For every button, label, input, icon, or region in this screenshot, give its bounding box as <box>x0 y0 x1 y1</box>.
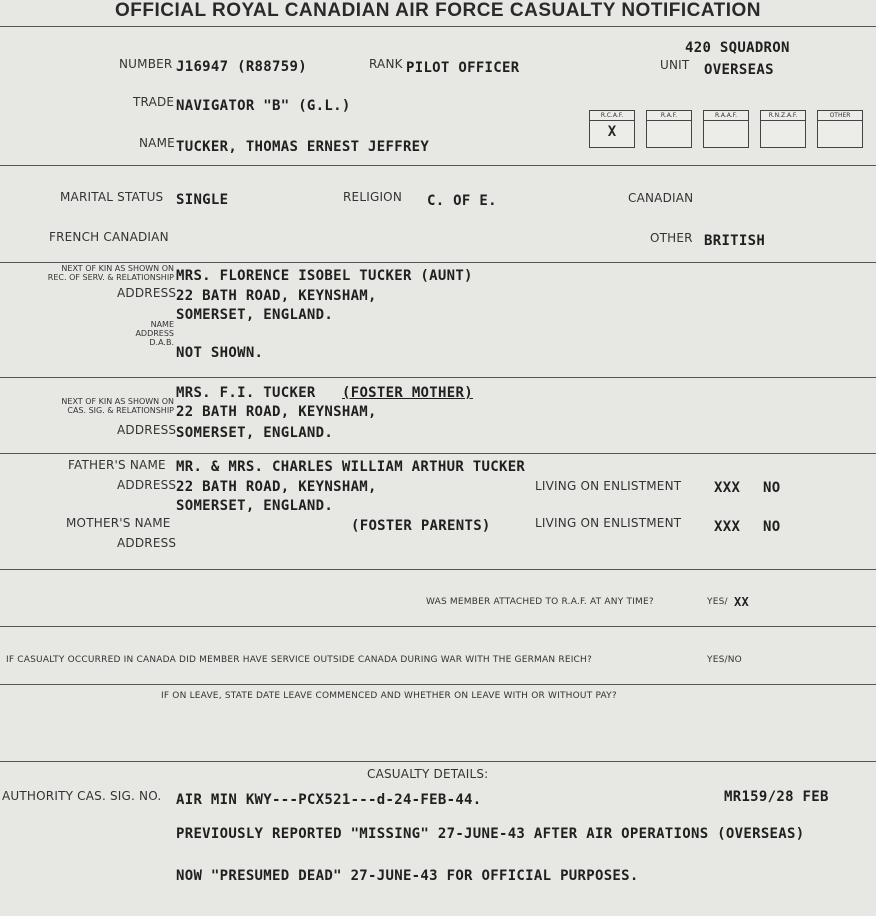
nok-service-address-line1: 22 BATH ROAD, KEYNSHAM, <box>176 288 377 304</box>
casualty-line2: NOW "PRESUMED DEAD" 27-JUNE-43 FOR OFFICIAL PURPOSES. <box>176 868 639 884</box>
number-label: NUMBER <box>119 57 173 71</box>
nok-service-value: MRS. FLORENCE ISOBEL TUCKER (AUNT) <box>176 268 473 284</box>
religion-label: RELIGION <box>343 190 403 204</box>
service-box-rnzaf <box>760 110 806 148</box>
service-box-rcaf <box>589 110 635 148</box>
father-address-label: ADDRESS <box>117 478 177 492</box>
father-name-label: FATHER'S NAME <box>68 458 166 472</box>
nok-service-address-label: ADDRESS <box>117 286 177 300</box>
mother-address-label: ADDRESS <box>117 536 177 550</box>
service-box-other <box>817 110 863 148</box>
leave-question: IF ON LEAVE, STATE DATE LEAVE COMMENCED AND WHETHER ON LEAVE WITH OR WITHOUT PAY? <box>161 691 617 701</box>
service-box-label: R.A.F. <box>647 111 691 121</box>
authority-label: AUTHORITY CAS. SIG. NO. <box>2 789 162 803</box>
divider <box>0 626 876 627</box>
divider <box>0 453 876 454</box>
father-living-yes: XXX <box>714 480 741 496</box>
service-box-mark: X <box>607 124 617 140</box>
nok-cas-label <box>20 397 174 415</box>
dab-label-line1: NAME <box>150 320 174 329</box>
nok-cas-address-line2: SOMERSET, ENGLAND. <box>176 425 334 441</box>
rank-value: PILOT OFFICER <box>406 60 520 76</box>
casualty-details-heading: CASUALTY DETAILS: <box>367 767 489 781</box>
dab-label-line3: D.A.B. <box>149 338 174 347</box>
divider <box>0 165 876 166</box>
service-box-label: R.A.A.F. <box>704 111 748 121</box>
nok-service-label-line1: NEXT OF KIN AS SHOWN ON <box>61 264 174 273</box>
service-box-label: OTHER <box>818 111 862 121</box>
father-living-no: NO <box>763 480 781 496</box>
raf-attached-yes: YES/ <box>707 597 728 607</box>
father-name-value: MR. & MRS. CHARLES WILLIAM ARTHUR TUCKER <box>176 459 526 475</box>
unit-label: UNIT <box>660 58 690 72</box>
mother-name-label: MOTHER'S NAME <box>66 516 171 530</box>
father-living-label: LIVING ON ENLISTMENT <box>535 479 682 493</box>
number-value: J16947 (R88759) <box>176 59 307 75</box>
authority-value: AIR MIN KWY---PCX521---d-24-FEB-44. <box>176 792 482 808</box>
dab-label-line2: ADDRESS <box>135 329 174 338</box>
divider <box>0 569 876 570</box>
divider <box>0 684 876 685</box>
name-label: NAME <box>139 136 175 150</box>
nok-cas-label-line2: CAS. SIG. & RELATIONSHIP <box>67 406 174 415</box>
french-canadian-label: FRENCH CANADIAN <box>49 230 169 244</box>
trade-value: NAVIGATOR "B" (G.L.) <box>176 98 351 114</box>
other-label: OTHER <box>650 231 693 245</box>
mother-living-no: NO <box>763 519 781 535</box>
father-address-line2: SOMERSET, ENGLAND. <box>176 498 334 514</box>
casualty-reference: MR159/28 FEB <box>724 789 829 805</box>
service-box-raf <box>646 110 692 148</box>
marital-status-label: MARITAL STATUS <box>60 190 164 204</box>
casualty-line1: PREVIOUSLY REPORTED "MISSING" 27-JUNE-43 AFTER AIR OPERATIONS (OVERSEAS) <box>176 826 805 842</box>
nok-cas-relation: (FOSTER MOTHER) <box>342 385 473 401</box>
outside-canada-answer: YES/NO <box>707 655 742 665</box>
unit-value-line2: OVERSEAS <box>704 62 774 78</box>
dab-value: NOT SHOWN. <box>176 345 264 361</box>
form-title: OFFICIAL ROYAL CANADIAN AIR FORCE CASUALTY NOTIFICATION <box>114 0 762 21</box>
name-value: TUCKER, THOMAS ERNEST JEFFREY <box>176 139 430 155</box>
service-box-label: R.C.A.F. <box>590 111 634 121</box>
divider <box>0 761 876 762</box>
rank-label: RANK <box>369 57 403 71</box>
dab-label <box>100 320 174 347</box>
nok-service-label-line2: REC. OF SERV. & RELATIONSHIP <box>47 273 174 282</box>
marital-status-value: SINGLE <box>176 192 229 208</box>
divider <box>0 26 876 27</box>
religion-value: C. OF E. <box>427 193 497 209</box>
divider <box>0 262 876 263</box>
canadian-label: CANADIAN <box>628 191 694 205</box>
mother-living-yes: XXX <box>714 519 741 535</box>
nok-cas-address-label: ADDRESS <box>117 423 177 437</box>
unit-value-line1: 420 SQUADRON <box>685 40 790 56</box>
nok-cas-name: MRS. F.I. TUCKER <box>176 385 316 401</box>
raf-attached-no-struck: XX <box>734 595 750 609</box>
mother-living-label: LIVING ON ENLISTMENT <box>535 516 682 530</box>
nok-service-address-line2: SOMERSET, ENGLAND. <box>176 307 334 323</box>
outside-canada-question: IF CASUALTY OCCURRED IN CANADA DID MEMBER HAVE SERVICE OUTSIDE CANADA DURING WAR WITH THE GERMAN REICH? <box>6 655 592 665</box>
service-box-label: R.N.Z.A.F. <box>761 111 805 121</box>
service-box-raaf <box>703 110 749 148</box>
divider <box>0 377 876 378</box>
nok-service-label <box>30 264 174 282</box>
mother-name-value: (FOSTER PARENTS) <box>351 518 491 534</box>
trade-label: TRADE <box>133 95 175 109</box>
nok-cas-label-line1: NEXT OF KIN AS SHOWN ON <box>61 397 174 406</box>
raf-attached-question: WAS MEMBER ATTACHED TO R.A.F. AT ANY TIME? <box>426 597 654 607</box>
father-address-line1: 22 BATH ROAD, KEYNSHAM, <box>176 479 377 495</box>
nok-cas-address-line1: 22 BATH ROAD, KEYNSHAM, <box>176 404 377 420</box>
other-value: BRITISH <box>704 233 766 249</box>
